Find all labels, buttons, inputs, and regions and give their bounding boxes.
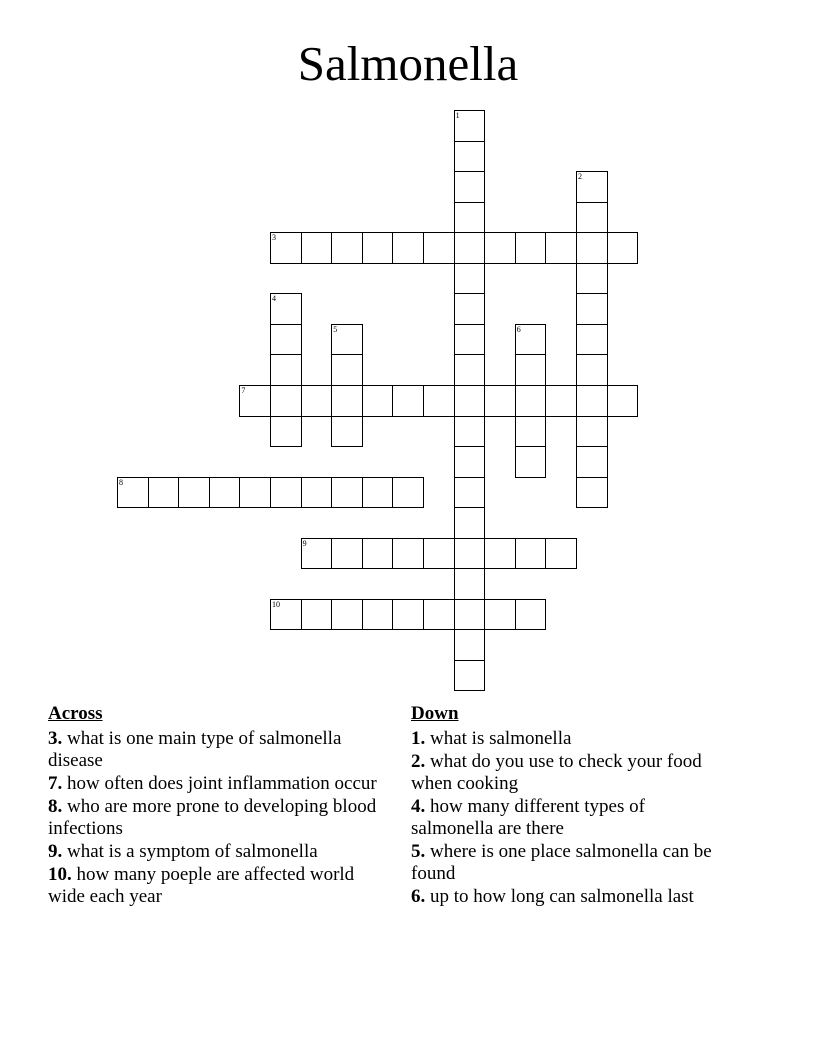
grid-cell[interactable] — [484, 232, 516, 264]
clue-number-label: 7. — [48, 773, 63, 794]
clue-text: how often does joint inflammation occur — [62, 773, 377, 794]
page-title: Salmonella — [297, 36, 519, 91]
clue-number-label: 9. — [48, 841, 63, 862]
grid-cell[interactable] — [545, 385, 577, 417]
down-clue — [411, 728, 731, 750]
across-clue — [48, 796, 378, 840]
clue-number-label: 8. — [48, 796, 63, 817]
clue-number: 6 — [516, 324, 521, 334]
grid-cell[interactable] — [270, 324, 302, 356]
grid-cell[interactable] — [545, 538, 577, 570]
grid-cell[interactable] — [576, 416, 608, 448]
grid-cell[interactable] — [331, 477, 363, 509]
grid-cell[interactable] — [454, 324, 486, 356]
grid-cell[interactable] — [423, 599, 455, 631]
grid-cell[interactable] — [423, 232, 455, 264]
clue-text: where is one place salmonella can be found — [411, 841, 712, 884]
across-clue — [48, 773, 378, 795]
clue-number-label: 3. — [48, 728, 63, 749]
grid-cell[interactable] — [331, 354, 363, 386]
grid-cell[interactable] — [331, 538, 363, 570]
grid-cell[interactable] — [454, 354, 486, 386]
grid-cell[interactable] — [454, 629, 486, 661]
grid-cell[interactable] — [576, 446, 608, 478]
clue-text: how many poeple are affected world wide each year — [48, 864, 355, 907]
grid-cell[interactable] — [301, 599, 333, 631]
clue-number-label: 10. — [48, 864, 72, 885]
grid-cell[interactable] — [484, 599, 516, 631]
grid-cell[interactable] — [270, 599, 302, 631]
down-clues — [411, 703, 731, 909]
grid-cell[interactable] — [454, 507, 486, 539]
clue-text: what is a symptom of salmonella — [62, 841, 318, 862]
grid-cell[interactable] — [454, 538, 486, 570]
grid-cell[interactable] — [423, 538, 455, 570]
grid-cell[interactable] — [148, 477, 180, 509]
down-clue — [411, 886, 731, 908]
grid-cell[interactable] — [301, 477, 333, 509]
grid-cell[interactable] — [576, 263, 608, 295]
grid-cell[interactable] — [301, 538, 333, 570]
grid-cell[interactable] — [454, 416, 486, 448]
clue-number-label: 2. — [411, 751, 426, 772]
grid-cell[interactable] — [515, 599, 547, 631]
grid-cell[interactable] — [239, 385, 271, 417]
clue-number-label: 4. — [411, 796, 426, 817]
grid-cell[interactable] — [454, 263, 486, 295]
grid-cell[interactable] — [270, 477, 302, 509]
clue-text: how many different types of salmonella are there — [411, 796, 645, 839]
grid-cell[interactable] — [576, 324, 608, 356]
grid-cell[interactable] — [454, 446, 486, 478]
grid-cell[interactable] — [331, 324, 363, 356]
grid-cell[interactable] — [301, 385, 333, 417]
grid-cell[interactable] — [392, 232, 424, 264]
grid-cell[interactable] — [178, 477, 210, 509]
down-heading: Down — [411, 703, 459, 724]
grid-cell[interactable] — [362, 385, 394, 417]
clue-number: 3 — [272, 233, 276, 243]
down-clue — [411, 751, 731, 795]
grid-cell[interactable] — [331, 232, 363, 264]
grid-cell[interactable] — [331, 385, 363, 417]
grid-cell[interactable] — [454, 232, 486, 264]
grid-cell[interactable] — [545, 232, 577, 264]
grid-cell[interactable] — [362, 599, 394, 631]
clue-text: who are more prone to developing blood infections — [48, 796, 377, 839]
grid-cell[interactable] — [331, 416, 363, 448]
grid-cell[interactable] — [239, 477, 271, 509]
grid-cell[interactable] — [576, 293, 608, 325]
clue-number: 9 — [302, 538, 307, 548]
grid-cell[interactable] — [454, 599, 486, 631]
grid-cell[interactable] — [301, 232, 333, 264]
grid-cell[interactable] — [484, 385, 516, 417]
grid-cell[interactable] — [515, 232, 547, 264]
clue-number: 1 — [455, 111, 460, 120]
clue-text: up to how long can salmonella last — [425, 886, 694, 907]
grid-cell[interactable] — [515, 385, 547, 417]
grid-cell[interactable] — [454, 293, 486, 325]
grid-cell[interactable] — [270, 416, 302, 448]
grid-cell[interactable] — [454, 202, 486, 234]
grid-cell[interactable] — [117, 477, 149, 509]
grid-cell[interactable] — [209, 477, 241, 509]
down-clue — [411, 841, 731, 885]
grid-cell[interactable] — [331, 599, 363, 631]
grid-cell[interactable] — [515, 416, 547, 448]
grid-cell[interactable] — [576, 171, 608, 203]
grid-cell[interactable] — [576, 477, 608, 509]
clue-number: 10 — [272, 599, 280, 609]
grid-cell[interactable] — [576, 354, 608, 386]
grid-cell[interactable] — [576, 232, 608, 264]
grid-cell[interactable] — [454, 660, 486, 692]
grid-cell[interactable] — [362, 232, 394, 264]
across-heading: Across — [48, 703, 103, 724]
grid-cell[interactable] — [392, 599, 424, 631]
grid-cell[interactable] — [270, 385, 302, 417]
grid-cell[interactable] — [362, 477, 394, 509]
grid-cell[interactable] — [392, 538, 424, 570]
grid-cell[interactable] — [270, 293, 302, 325]
across-clue — [48, 841, 378, 863]
grid-cell[interactable] — [484, 538, 516, 570]
clue-text: what do you use to check your food when cooking — [411, 751, 702, 794]
grid-cell[interactable] — [270, 354, 302, 386]
down-clue — [411, 796, 731, 840]
grid-cell[interactable] — [515, 324, 547, 356]
clue-number: 7 — [241, 385, 246, 395]
clue-text: what is one main type of salmonella disease — [48, 728, 342, 771]
grid-cell[interactable] — [454, 110, 486, 142]
clue-number-label: 6. — [411, 886, 426, 907]
clue-number: 8 — [119, 477, 123, 487]
clue-number-label: 1. — [411, 728, 426, 749]
grid-cell[interactable] — [515, 354, 547, 386]
across-clue — [48, 728, 378, 772]
grid-cell[interactable] — [392, 477, 424, 509]
grid-cell[interactable] — [576, 385, 608, 417]
grid-cell[interactable] — [423, 385, 455, 417]
clue-number: 4 — [272, 294, 276, 304]
grid-cell[interactable] — [392, 385, 424, 417]
grid-cell[interactable] — [515, 538, 547, 570]
clue-number-label: 5. — [411, 841, 426, 862]
grid-cell[interactable] — [454, 141, 486, 173]
grid-cell[interactable] — [454, 477, 486, 509]
clue-number: 2 — [578, 172, 582, 182]
grid-cell[interactable] — [454, 385, 486, 417]
grid-cell[interactable] — [607, 385, 639, 417]
grid-cell[interactable] — [576, 202, 608, 234]
grid-cell[interactable] — [607, 232, 639, 264]
across-clue — [48, 864, 378, 908]
clue-number: 5 — [333, 324, 338, 334]
clue-text: what is salmonella — [425, 728, 572, 749]
grid-cell[interactable] — [270, 232, 302, 264]
across-clues — [48, 703, 378, 909]
grid-cell[interactable] — [454, 568, 486, 600]
grid-cell[interactable] — [362, 538, 394, 570]
grid-cell[interactable] — [515, 446, 547, 478]
grid-cell[interactable] — [454, 171, 486, 203]
